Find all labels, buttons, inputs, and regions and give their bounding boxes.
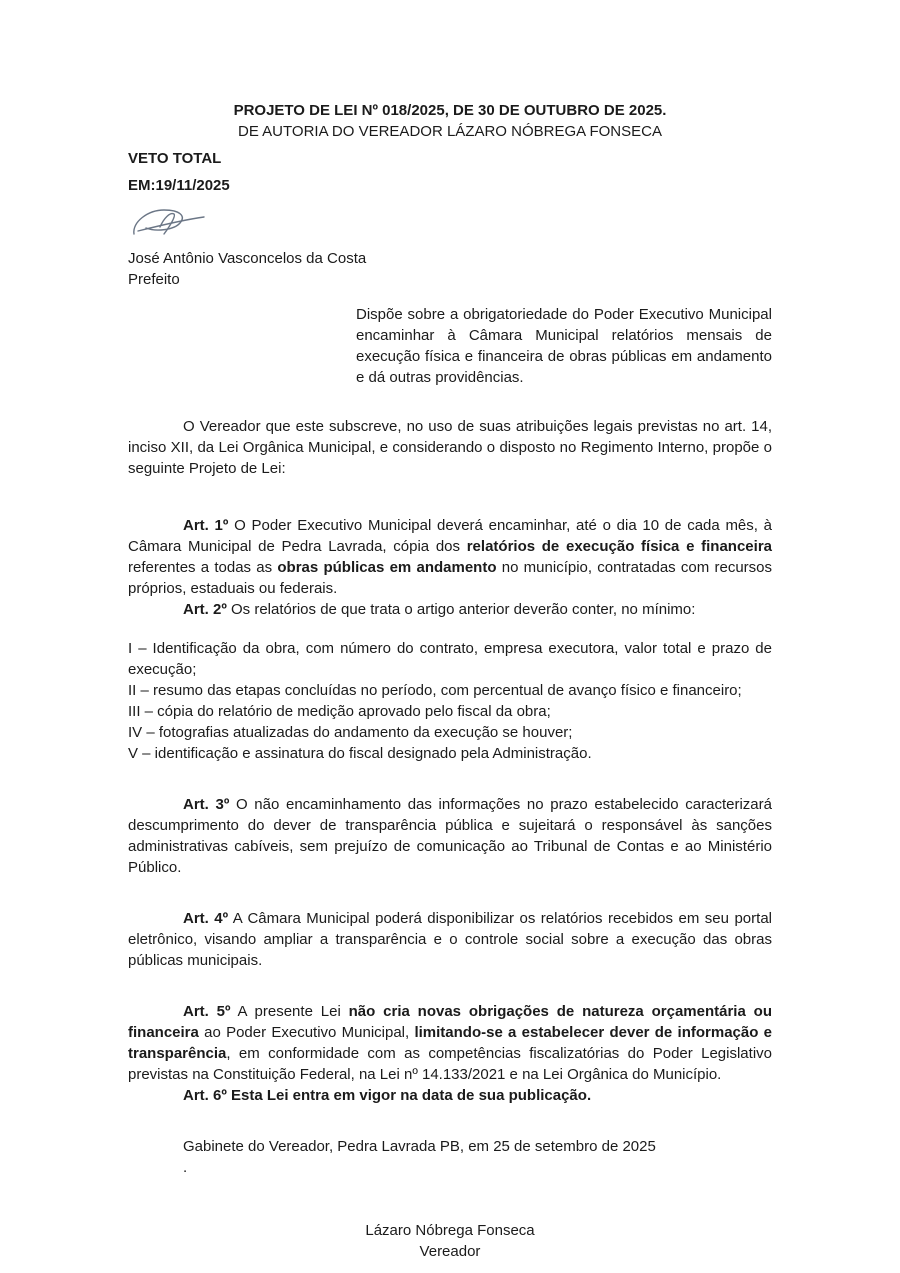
- ementa-paragraph: Dispõe sobre a obrigatoriedade do Poder Executivo Municipal encaminhar à Câmara Municipal relatórios mensais de execução física e financeira de obras públicas em andamento e dá outras providências.: [356, 306, 772, 386]
- document-title: PROJETO DE LEI Nº 018/2025, DE 30 DE OUTUBRO DE 2025.: [233, 102, 667, 119]
- document-subtitle: DE AUTORIA DO VEREADOR LÁZARO NÓBREGA FONSECA: [238, 123, 662, 140]
- article-5: Art. 5º A presente Lei não cria novas obrigações de natureza orçamentária ou financeira ao Poder Executivo Municipal, limitando-se a estabelecer dever de informação e transparência, em conformidade com as competências fiscalizatórias do Poder Legislativo previstas na Constituição Federal, na Lei nº 14.133/2021 e na Lei Orgânica do Município.: [128, 1003, 772, 1083]
- list-item-5: V – identificação e assinatura do fiscal designado pela Administração.: [128, 745, 592, 762]
- closing-line: Gabinete do Vereador, Pedra Lavrada PB, em 25 de setembro de 2025: [183, 1138, 656, 1155]
- requirements-list: [128, 638, 772, 764]
- article-4: Art. 4º A Câmara Municipal poderá disponibilizar os relatórios recebidos em seu portal eletrônico, visando ampliar a transparência e o controle social sobre a execução das obras públicas municipais.: [128, 910, 772, 969]
- veto-date: EM:19/11/2025: [128, 177, 230, 194]
- article-3: Art. 3º O não encaminhamento das informações no prazo estabelecido caracterizará descumprimento do dever de transparência pública e sujeitará o responsável às sanções administrativas cabíveis, sem prejuízo de comunicação ao Tribunal de Contas e ao Ministério Público.: [128, 796, 772, 876]
- article-2: Art. 2º Os relatórios de que trata o artigo anterior deverão conter, no mínimo:: [183, 601, 696, 618]
- preamble-paragraph: O Vereador que este subscreve, no uso de suas atribuições legais previstas no art. 14, inciso XII, da Lei Orgânica Municipal, e considerando o disposto no Regimento Interno, propõe o seguinte Projeto de Lei:: [128, 418, 772, 477]
- signer-role: Prefeito: [128, 271, 180, 288]
- list-item-1: I – Identificação da obra, com número do contrato, empresa executora, valor total e prazo de execução;: [128, 640, 772, 678]
- article-1: Art. 1º O Poder Executivo Municipal deverá encaminhar, até o dia 10 de cada mês, à Câmara Municipal de Pedra Lavrada, cópia dos relatórios de execução física e financeira referentes a todas as obras públicas em andamento no município, contratadas com recursos próprios, estaduais ou federais.: [128, 517, 773, 597]
- list-item-2: II – resumo das etapas concluídas no período, com percentual de avanço físico e financeiro;: [128, 682, 742, 699]
- author-role: Vereador: [419, 1243, 481, 1260]
- closing-dot: .: [183, 1159, 188, 1176]
- author-signature-block: [128, 1220, 772, 1262]
- list-item-4: IV – fotografias atualizadas do andamento da execução se houver;: [128, 724, 573, 741]
- veto-label: VETO TOTAL: [128, 150, 222, 167]
- list-item-3: III – cópia do relatório de medição aprovado pelo fiscal da obra;: [128, 703, 551, 720]
- author-name: Lázaro Nóbrega Fonseca: [365, 1222, 535, 1239]
- handwritten-signature-image: [130, 204, 208, 246]
- article-6: Art. 6º Esta Lei entra em vigor na data de sua publicação.: [183, 1087, 592, 1104]
- signer-name: José Antônio Vasconcelos da Costa: [128, 250, 367, 267]
